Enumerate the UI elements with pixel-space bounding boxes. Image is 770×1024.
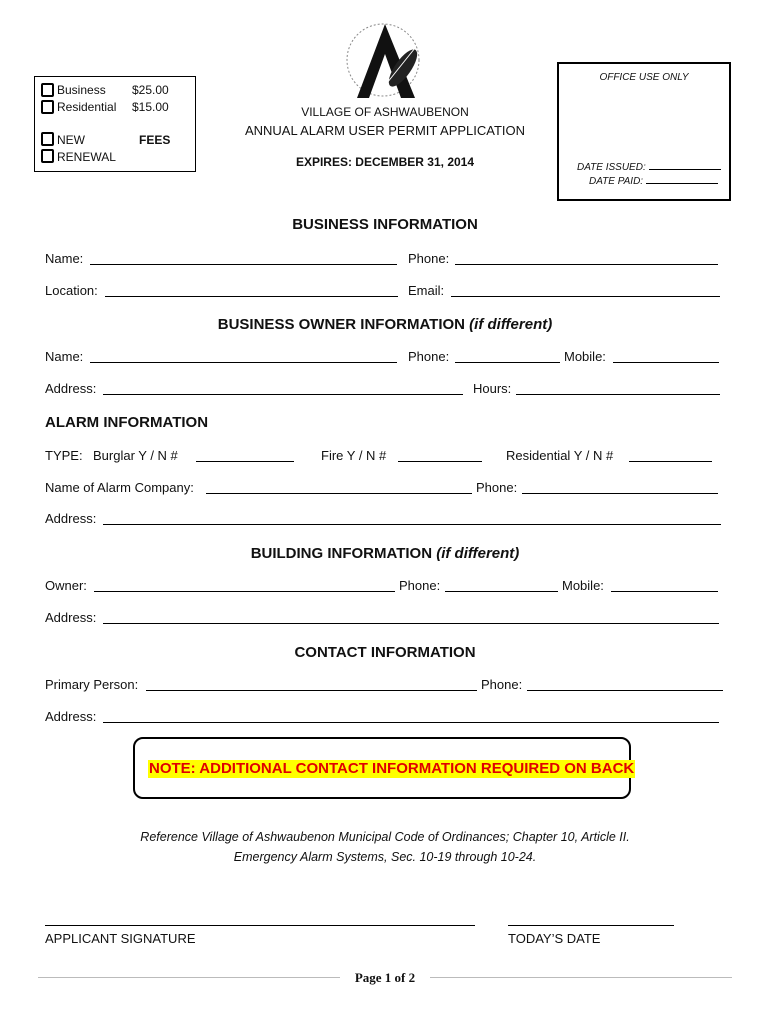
building-phone-label: Phone:: [399, 578, 441, 593]
owner-phone-field[interactable]: [455, 362, 560, 363]
building-heading-suffix: (if different): [436, 545, 520, 562]
contact-phone-field[interactable]: [527, 690, 723, 691]
alarm-heading: ALARM INFORMATION: [45, 414, 209, 431]
building-heading-text: BUILDING INFORMATION: [250, 545, 433, 562]
building-address-label: Address:: [45, 610, 97, 625]
alarm-phone-field[interactable]: [522, 493, 718, 494]
building-mobile-field[interactable]: [611, 591, 718, 592]
fire-number-field[interactable]: [398, 461, 482, 462]
business-phone-field[interactable]: [455, 264, 718, 265]
owner-phone-label: Phone:: [408, 349, 450, 364]
contact-address-label: Address:: [45, 709, 97, 724]
residential-number-field[interactable]: [629, 461, 712, 462]
date-paid-row: [589, 174, 718, 188]
business-phone-label: Phone:: [408, 251, 450, 266]
fire-label: Fire Y / N #: [321, 448, 387, 463]
owner-heading-suffix: (if different): [469, 316, 553, 333]
owner-heading-text: BUSINESS OWNER INFORMATION: [217, 316, 465, 333]
fees-label: FEES: [139, 133, 171, 147]
date-issued-row: [577, 160, 721, 174]
burglar-label: Burglar Y / N #: [93, 448, 178, 463]
alarm-company-field[interactable]: [206, 493, 472, 494]
residential-fee: $15.00: [132, 100, 169, 114]
applicant-signature-field[interactable]: [45, 925, 475, 926]
date-issued-label: DATE ISSUED:: [577, 162, 646, 173]
owner-address-label: Address:: [45, 381, 97, 396]
owner-heading: [0, 316, 770, 333]
owner-mobile-label: Mobile:: [564, 349, 606, 364]
building-owner-field[interactable]: [94, 591, 395, 592]
page-number: Page 1 of 2: [354, 970, 416, 985]
alarm-type-label: TYPE:: [45, 448, 83, 463]
owner-hours-label: Hours:: [473, 381, 512, 396]
owner-address-field[interactable]: [103, 394, 463, 395]
todays-date-label: TODAY’S DATE: [508, 931, 601, 946]
building-heading: [0, 545, 770, 562]
office-use-box: [557, 62, 731, 201]
new-label: NEW: [57, 133, 85, 147]
contact-heading: CONTACT INFORMATION: [294, 644, 476, 661]
business-location-label: Location:: [45, 283, 98, 298]
renewal-label: RENEWAL: [57, 150, 116, 164]
alarm-company-label: Name of Alarm Company:: [45, 480, 194, 495]
owner-name-label: Name:: [45, 349, 84, 364]
residential-label: Residential: [57, 100, 117, 114]
form-title: ANNUAL ALARM USER PERMIT APPLICATION: [244, 123, 526, 138]
alarm-address-field[interactable]: [103, 524, 721, 525]
business-heading: BUSINESS INFORMATION: [292, 216, 478, 233]
building-phone-field[interactable]: [445, 591, 558, 592]
primary-person-label: Primary Person:: [45, 677, 139, 692]
residential-alarm-label: Residential Y / N #: [506, 448, 614, 463]
primary-person-field[interactable]: [146, 690, 477, 691]
business-name-field[interactable]: [90, 264, 397, 265]
business-email-label: Email:: [408, 283, 445, 298]
owner-name-field[interactable]: [90, 362, 397, 363]
business-label: Business: [57, 83, 106, 97]
contact-address-field[interactable]: [103, 722, 719, 723]
building-mobile-label: Mobile:: [562, 578, 604, 593]
expiration: EXPIRES: DECEMBER 31, 2014: [295, 155, 475, 169]
village-name: VILLAGE OF ASHWAUBENON: [301, 105, 469, 119]
village-seal-logo: [343, 18, 429, 104]
date-paid-field[interactable]: [646, 174, 718, 184]
office-use-heading: OFFICE USE ONLY: [599, 72, 689, 83]
business-name-label: Name:: [45, 251, 84, 266]
date-issued-field[interactable]: [649, 160, 721, 170]
contact-phone-label: Phone:: [481, 677, 523, 692]
alarm-address-label: Address:: [45, 511, 97, 526]
reference-line-2: Emergency Alarm Systems, Sec. 10-19 through 10-24.: [233, 850, 537, 864]
business-checkbox[interactable]: [41, 83, 54, 97]
applicant-signature-label: APPLICANT SIGNATURE: [45, 931, 196, 946]
business-location-field[interactable]: [105, 296, 398, 297]
todays-date-field[interactable]: [508, 925, 674, 926]
back-page-note: NOTE: ADDITIONAL CONTACT INFORMATION REQUIRED ON BACK: [149, 760, 635, 777]
burglar-number-field[interactable]: [196, 461, 294, 462]
building-address-field[interactable]: [103, 623, 719, 624]
reference-line-1: Reference Village of Ashwaubenon Municipal Code of Ordinances; Chapter 10, Article II.: [140, 830, 630, 844]
owner-hours-field[interactable]: [516, 394, 720, 395]
alarm-phone-label: Phone:: [476, 480, 518, 495]
owner-mobile-field[interactable]: [613, 362, 719, 363]
business-fee: $25.00: [132, 83, 169, 97]
date-paid-label: DATE PAID:: [589, 176, 644, 187]
business-email-field[interactable]: [451, 296, 720, 297]
building-owner-label: Owner:: [45, 578, 87, 593]
